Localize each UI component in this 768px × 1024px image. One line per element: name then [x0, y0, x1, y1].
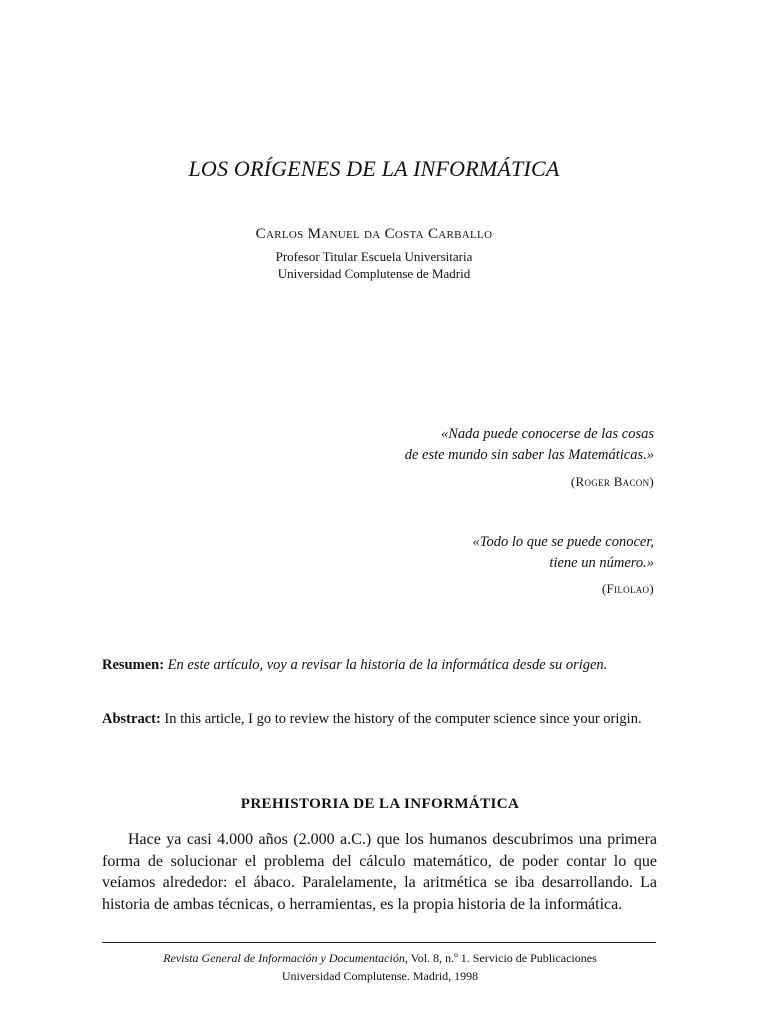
section-paragraph: Hace ya casi 4.000 años (2.000 a.C.) que los humanos descubrimos una primera forma de solucionar el problema del cálculo matemático, de poder contar lo que veíamos alrededor: el ábaco. Paralelamente, la aritmética se iba desarrollando. La historia de ambas técnicas, o herramientas, es la propia historia de la informática.: [102, 831, 657, 913]
epigraph-2-author: (Filolao): [601, 581, 654, 596]
epigraph-2-line2: tiene un número.»: [549, 555, 654, 571]
resumen-label: Resumen:: [102, 657, 165, 673]
epigraph-2-line1: «Todo lo que se puede conocer,: [472, 534, 654, 550]
resumen-block: [102, 655, 655, 676]
epigraph-1-author: (Roger Bacon): [570, 474, 654, 489]
resumen-text: En este artículo, voy a revisar la historia de la informática desde su origen.: [167, 657, 608, 673]
epigraph-2: [473, 532, 655, 574]
epigraph-1-line1: «Nada puede conocerse de las cosas: [440, 426, 654, 442]
affiliation-university: Universidad Complutense de Madrid: [277, 266, 471, 281]
footer-volume: Vol. 8, n.º 1. Servicio de Publicaciones: [407, 951, 597, 965]
author-name: Carlos Manuel da Costa Carballo: [255, 226, 493, 242]
epigraph-1-line2: de este mundo sin saber las Matemáticas.»: [404, 447, 654, 463]
abstract-block: [102, 709, 655, 730]
footer-line-1: [0, 950, 760, 967]
epigraph-1: [405, 424, 654, 466]
footer-journal: Revista General de Información y Documentación,: [163, 951, 408, 965]
section-heading: PREHISTORIA DE LA INFORMÁTICA: [240, 796, 520, 812]
footer-divider: [102, 942, 656, 943]
article-title: LOS ORÍGENES DE LA INFORMÁTICA: [188, 156, 560, 181]
abstract-text: In this article, I go to review the history of the computer science since your origin.: [164, 711, 642, 727]
abstract-label: Abstract:: [102, 711, 161, 727]
affiliation-position: Profesor Titular Escuela Universitaria: [275, 249, 473, 264]
footer-line-2: Universidad Complutense. Madrid, 1998: [281, 969, 479, 983]
